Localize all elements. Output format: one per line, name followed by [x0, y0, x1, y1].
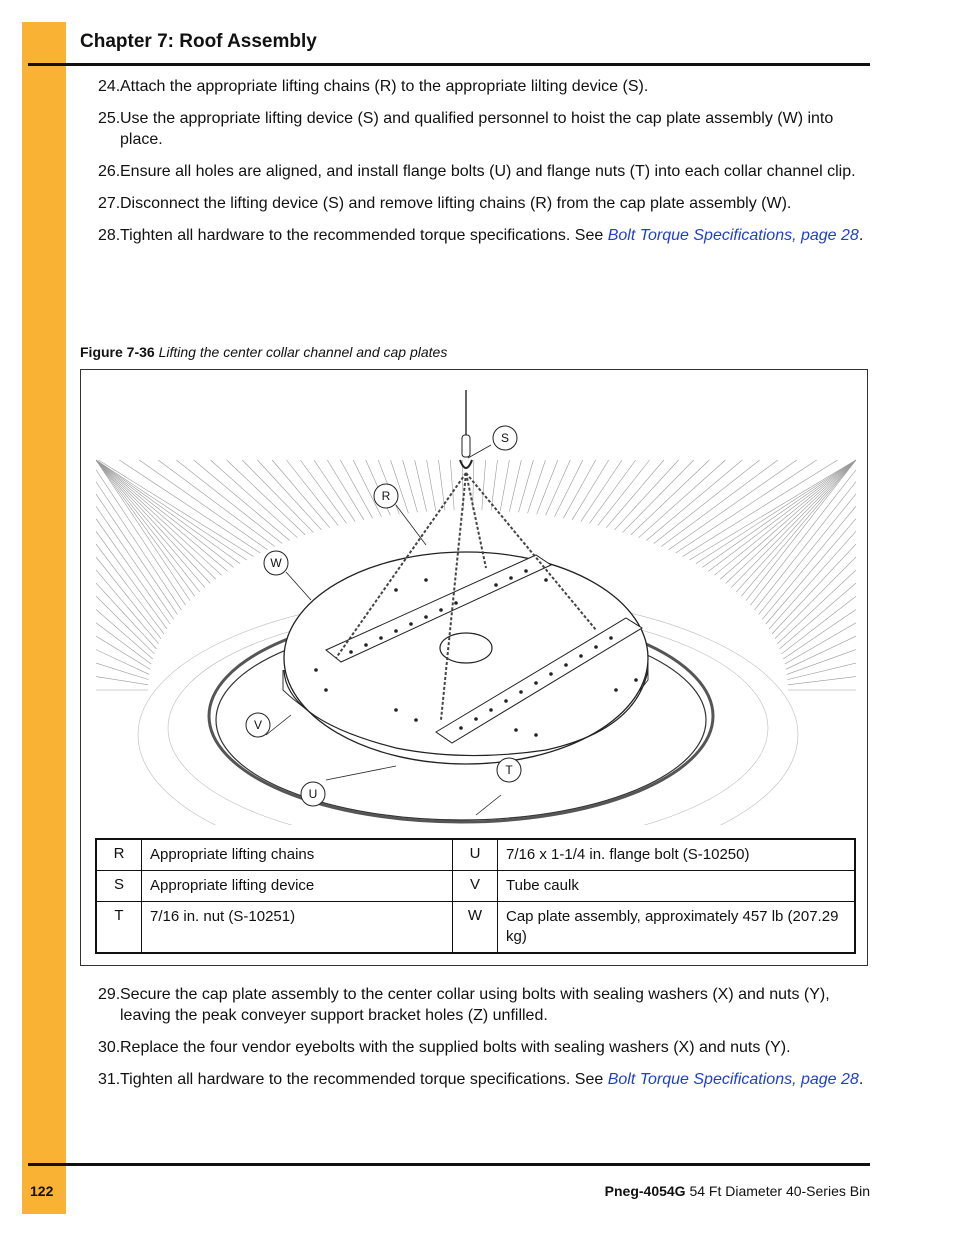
chapter-tab-bar [22, 22, 66, 1214]
table-row: T 7/16 in. nut (S-10251) W Cap plate assembly, approximately 457 lb (207.29 kg) [96, 902, 855, 954]
page-number: 122 [30, 1183, 54, 1199]
chapter-title: Chapter 7: Roof Assembly [80, 31, 317, 52]
parts-legend-table [95, 838, 856, 954]
step-item: 25. Use the appropriate lifting device (S) and qualified personnel to hoist the cap plate assembly (W) into place. [98, 110, 834, 148]
table-row: S Appropriate lifting device V Tube caulk [96, 871, 855, 902]
step-text: Tighten all hardware to the recommended torque specifications. See [120, 227, 608, 244]
figure-caption [80, 344, 447, 360]
step-item: 31. Tighten all hardware to the recommended torque specifications. See Bolt Torque Specifications, page 28. [98, 1071, 864, 1088]
document-title [605, 1183, 870, 1199]
step-text: Tighten all hardware to the recommended torque specifications. See [120, 1071, 608, 1088]
step-item: 29. Secure the cap plate assembly to the center collar using bolts with sealing washers (X) and nuts (Y), leaving the peak conveyer support bracket holes (Z) unfilled. [98, 986, 830, 1024]
step-text: Disconnect the lifting device (S) and remove lifting chains (R) from the cap plate assembly (W). [120, 195, 792, 212]
cap-plate-illustration [96, 390, 856, 825]
callout-label-t: T [505, 763, 513, 777]
step-item: 30. Replace the four vendor eyebolts with the supplied bolts with sealing washers (X) and nuts (Y). [98, 1039, 791, 1056]
figure-description: Lifting the center collar channel and cap plates [158, 344, 448, 360]
step-text: Attach the appropriate lifting chains (R) to the appropriate lilting device (S). [120, 78, 649, 95]
bolt-torque-link[interactable]: Bolt Torque Specifications, page 28 [607, 227, 859, 244]
step-item: 24. Attach the appropriate lifting chains (R) to the appropriate lilting device (S). [98, 78, 649, 95]
step-text: Replace the four vendor eyebolts with the supplied bolts with sealing washers (X) and nuts (Y). [120, 1039, 791, 1056]
step-item: 27. Disconnect the lifting device (S) and remove lifting chains (R) from the cap plate assembly (W). [98, 195, 792, 212]
step-text: Ensure all holes are aligned, and install flange bolts (U) and flange nuts (T) into each collar channel clip. [120, 163, 856, 180]
bolt-torque-link[interactable]: Bolt Torque Specifications, page 28 [607, 1071, 859, 1088]
step-text: Secure the cap plate assembly to the center collar using bolts with sealing washers (X) and nuts (Y), leaving the peak conveyer support bracket holes (Z) unfilled. [120, 986, 830, 1024]
lifting-hook [460, 460, 472, 468]
steps-list-top [98, 76, 870, 257]
step-item: 26. Ensure all holes are aligned, and install flange bolts (U) and flange nuts (T) into each collar channel clip. [98, 163, 856, 180]
step-item: 28. Tighten all hardware to the recommended torque specifications. See Bolt Torque Specifications, page 28. [98, 227, 864, 244]
callout-label-w: W [270, 556, 282, 570]
callout-label-u: U [308, 787, 318, 801]
figure-frame [80, 369, 868, 966]
shackle [462, 435, 470, 457]
callout-label-v: V [253, 718, 263, 732]
figure-number: Figure 7-36 [80, 344, 155, 360]
document-code: Pneg-4054G [604, 1183, 686, 1199]
document-name: 54 Ft Diameter 40-Series Bin [689, 1183, 870, 1199]
table-row: R Appropriate lifting chains U 7/16 x 1-1/4 in. flange bolt (S-10250) [96, 839, 855, 871]
header-rule [28, 63, 870, 66]
step-text: Use the appropriate lifting device (S) and qualified personnel to hoist the cap plate assembly (W) into place. [120, 110, 834, 148]
callout-label-s: S [500, 431, 510, 445]
callout-label-r: R [381, 489, 391, 503]
steps-list-bottom [98, 984, 870, 1101]
footer-rule [28, 1163, 870, 1166]
